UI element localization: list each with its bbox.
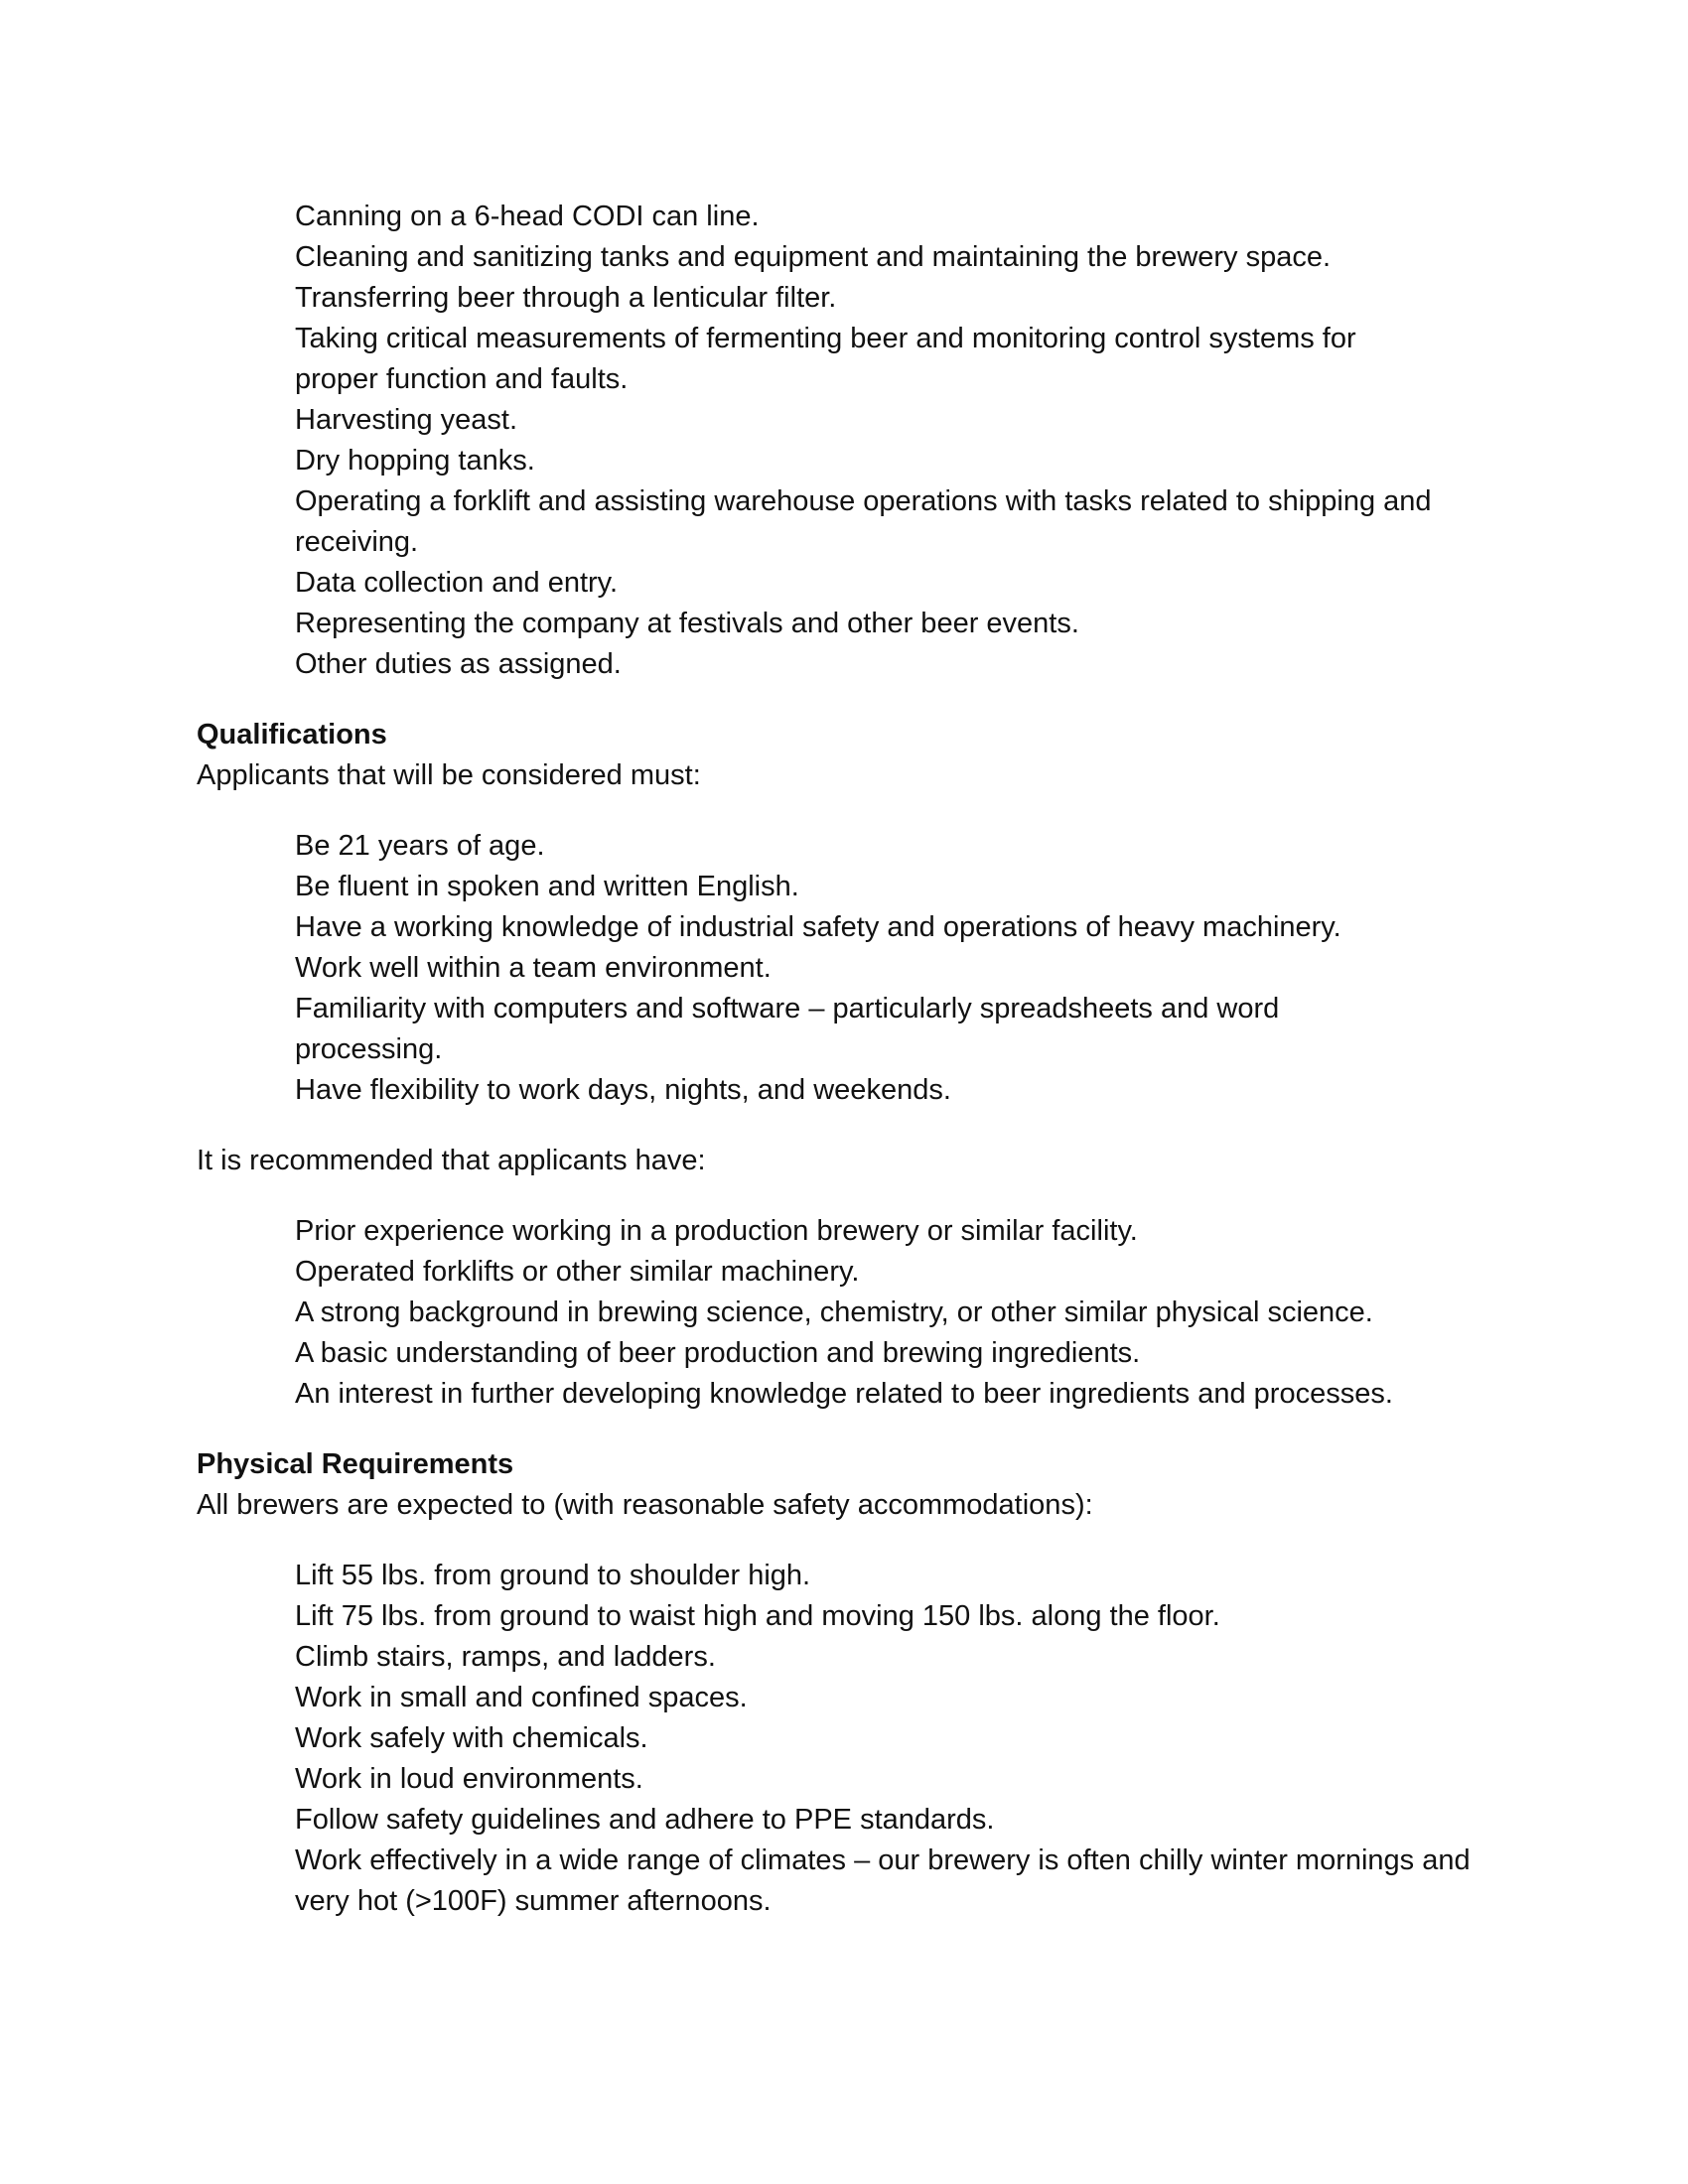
list-item: Representing the company at festivals and other beer events. <box>295 608 1079 639</box>
list-item: Harvesting yeast. <box>295 404 518 436</box>
required-qualifications-list <box>197 826 1507 1111</box>
list-item: A basic understanding of beer production and brewing ingredients. <box>295 1337 1141 1369</box>
list-item: Be 21 years of age. <box>295 830 545 862</box>
recommended-intro: It is recommended that applicants have: <box>197 1145 706 1176</box>
list-item: Transferring beer through a lenticular filter. <box>295 282 837 314</box>
list-item: Taking critical measurements of fermenting beer and monitoring control systems for proper function and faults. <box>295 323 1356 395</box>
list-item: Work safely with chemicals. <box>295 1722 648 1754</box>
list-item: Dry hopping tanks. <box>295 445 535 477</box>
list-item: Work in small and confined spaces. <box>295 1682 748 1713</box>
list-item: Data collection and entry. <box>295 567 619 599</box>
recommended-qualifications-list <box>197 1211 1507 1415</box>
list-item: Work in loud environments. <box>295 1763 643 1795</box>
list-item: A strong background in brewing science, chemistry, or other similar physical science. <box>295 1297 1373 1328</box>
physical-requirements-list <box>197 1556 1507 1922</box>
list-item: Lift 75 lbs. from ground to waist high and moving 150 lbs. along the floor. <box>295 1600 1220 1632</box>
list-item: Operating a forklift and assisting warehouse operations with tasks related to shipping and receiving. <box>295 485 1432 558</box>
qualifications-intro: Applicants that will be considered must: <box>197 759 701 791</box>
list-item: Follow safety guidelines and adhere to PPE standards. <box>295 1804 995 1836</box>
list-item: Be fluent in spoken and written English. <box>295 871 799 902</box>
list-item: Prior experience working in a production brewery or similar facility. <box>295 1215 1138 1247</box>
list-item: Lift 55 lbs. from ground to shoulder high. <box>295 1560 811 1591</box>
document-content <box>197 197 1507 1922</box>
list-item: Cleaning and sanitizing tanks and equipment and maintaining the brewery space. <box>295 241 1332 273</box>
physical-requirements-heading: Physical Requirements <box>197 1448 514 1480</box>
list-item: Climb stairs, ramps, and ladders. <box>295 1641 716 1673</box>
list-item: Work effectively in a wide range of climates – our brewery is often chilly winter mornings and very hot (>100F) summer afternoons. <box>295 1844 1471 1917</box>
list-item: Operated forklifts or other similar machinery. <box>295 1256 860 1288</box>
list-item: Have a working knowledge of industrial safety and operations of heavy machinery. <box>295 911 1341 943</box>
list-item: Familiarity with computers and software – particularly spreadsheets and word processing. <box>295 993 1280 1065</box>
list-item: An interest in further developing knowledge related to beer ingredients and processes. <box>295 1378 1393 1410</box>
duties-list <box>197 197 1507 685</box>
list-item: Have flexibility to work days, nights, and weekends. <box>295 1074 951 1106</box>
qualifications-heading: Qualifications <box>197 719 387 751</box>
list-item: Other duties as assigned. <box>295 648 622 680</box>
list-item: Work well within a team environment. <box>295 952 772 984</box>
physical-requirements-intro: All brewers are expected to (with reasonable safety accommodations): <box>197 1489 1093 1521</box>
list-item: Canning on a 6-head CODI can line. <box>295 201 760 232</box>
